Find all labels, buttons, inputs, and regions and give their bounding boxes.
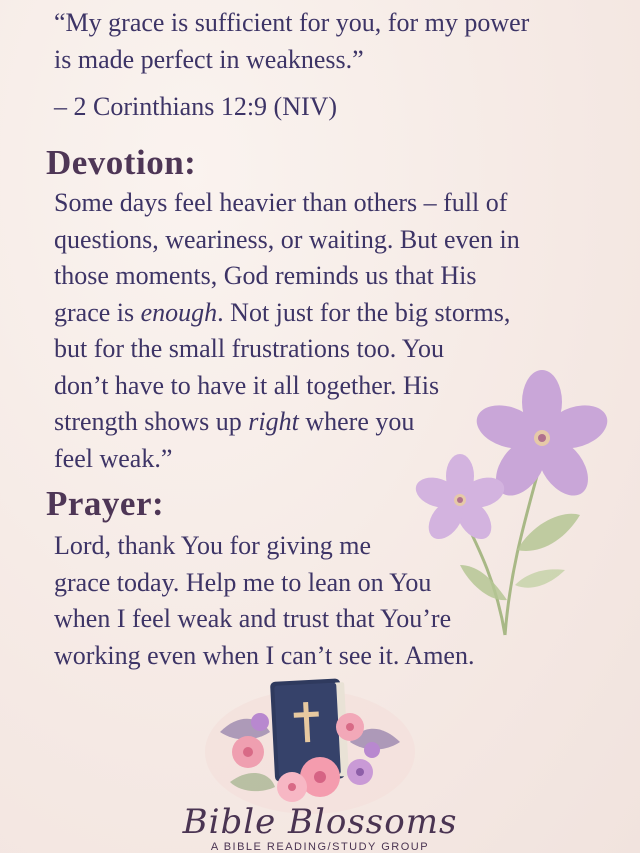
prayer-line-4: working even when I can’t see it. Amen. bbox=[54, 640, 475, 670]
devotion-line-2: questions, weariness, or waiting. But even in bbox=[54, 224, 520, 254]
verse-line-1: “My grace is sufficient for you, for my power bbox=[54, 8, 530, 37]
scripture-verse bbox=[54, 4, 614, 78]
devotion-line-3: those moments, God reminds us that His bbox=[54, 261, 477, 290]
prayer-line-2: grace today. Help me to lean on You bbox=[54, 567, 432, 597]
emphasis-right: right bbox=[248, 407, 299, 436]
verse-line-2: is made perfect in weakness.” bbox=[54, 45, 364, 74]
devotion-line-1: Some days feel heavier than others – full of bbox=[54, 188, 508, 217]
devotion-line-5: but for the small frustrations too. You bbox=[54, 334, 444, 363]
devotion-line-7-start: strength shows up bbox=[54, 407, 249, 436]
devotion-line-8: feel weak.” bbox=[54, 443, 173, 473]
devotion-line-4 bbox=[54, 295, 614, 332]
devotion-heading: Devotion: bbox=[46, 143, 197, 182]
brand-tagline: A BIBLE READING/STUDY GROUP bbox=[210, 841, 430, 853]
verse-reference: – 2 Corinthians 12:9 (NIV) bbox=[54, 92, 338, 121]
prayer-line-3: when I feel weak and trust that You’re bbox=[54, 604, 452, 633]
devotion-line-4-start: grace is bbox=[54, 297, 141, 327]
prayer-line-1: Lord, thank You for giving me bbox=[54, 531, 372, 560]
purple-flowers-icon bbox=[405, 370, 615, 640]
devotion-line-4-end: . Not just for the big storms, bbox=[217, 297, 511, 327]
prayer-heading: Prayer: bbox=[46, 484, 165, 523]
brand-logo-text: Bible Blossoms bbox=[182, 802, 458, 842]
bible-with-flowers-icon bbox=[200, 672, 420, 817]
emphasis-enough: enough bbox=[140, 297, 218, 327]
devotion-line-6: don’t have to have it all together. His bbox=[54, 370, 440, 400]
devotion-line-7-end: where you bbox=[298, 407, 415, 436]
